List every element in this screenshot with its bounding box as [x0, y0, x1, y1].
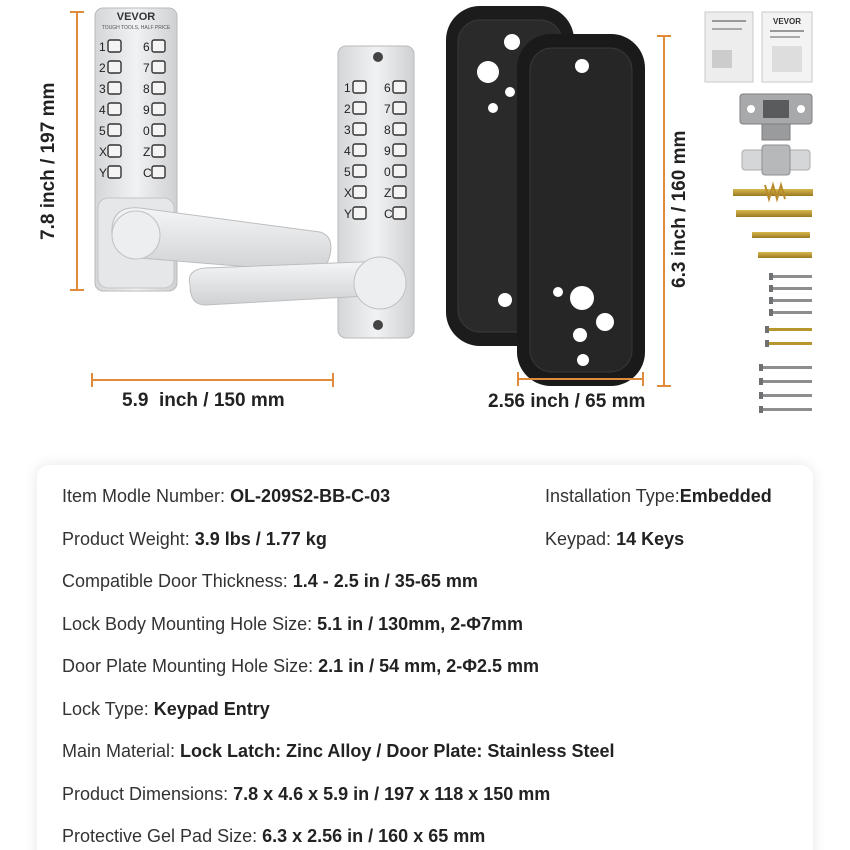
keypad-label-z: Z [143, 145, 151, 159]
keypad-button-2 [108, 61, 121, 73]
screw [768, 342, 812, 345]
keypad-button-1 [108, 40, 121, 52]
screw-head [769, 309, 773, 316]
spec-door-thickness-label: Compatible Door Thickness: [62, 571, 293, 591]
keypad-label-5: 5 [99, 124, 106, 138]
spec-body-hole-value: 5.1 in / 130mm, 2-Φ7mm [317, 614, 524, 634]
keypad-label-c: C [143, 166, 152, 180]
spec-keypad-label: Keypad: [545, 529, 617, 549]
keypad-label-0: 0 [384, 165, 391, 179]
keypad-label-4: 4 [99, 103, 106, 117]
keypad-label-c: C [384, 207, 393, 221]
spec-body-hole-label: Lock Body Mounting Hole Size: [62, 614, 318, 634]
spec-keypad-value: 14 Keys [616, 529, 685, 549]
keypad-button-9 [152, 103, 165, 115]
screw-head [769, 297, 773, 304]
screw-head [769, 285, 773, 292]
manual-booklets [705, 12, 812, 82]
screw-head [769, 273, 773, 280]
keypad-label-x: X [99, 145, 108, 159]
spec-weight-value: 3.9 lbs / 1.77 kg [194, 529, 327, 549]
gel-pad-front [517, 34, 645, 386]
lock-height-label: 7.8 inch / 197 mm [38, 82, 59, 240]
keypad-label-8: 8 [143, 82, 150, 96]
keypad-label-2: 2 [344, 102, 351, 116]
screw [762, 366, 812, 369]
keypad-label-2: 2 [99, 61, 106, 75]
keypad-button-x [108, 145, 121, 157]
spindles [733, 185, 813, 258]
keypad-label-1: 1 [99, 40, 106, 54]
keypad-button-0 [393, 165, 406, 177]
keypad-label-3: 3 [99, 82, 106, 96]
keypad-button-0 [152, 124, 165, 136]
keypad-label-0: 0 [143, 124, 150, 138]
screw-head [759, 364, 763, 371]
spec-material [62, 742, 614, 760]
screw [772, 275, 812, 278]
brand-tagline: TOUGH TOOLS, HALF PRICE [101, 25, 171, 31]
spec-lock-type-label: Lock Type: [62, 699, 154, 719]
screw [772, 311, 812, 314]
spec-lock-type-value: Keypad Entry [153, 699, 270, 719]
mounting-screws [759, 273, 812, 413]
keypad-button-z [152, 145, 165, 157]
spec-model [62, 487, 390, 505]
keypad-label-7: 7 [143, 61, 150, 75]
spec-gel-pad-value: 6.3 x 2.56 in / 160 x 65 mm [262, 826, 486, 846]
keypad-button-c [393, 207, 406, 219]
lock-height-dimension-line [70, 12, 84, 290]
keypad-label-1: 1 [344, 81, 351, 95]
keypad-button-y [108, 166, 121, 178]
keypad-button-z [393, 186, 406, 198]
spec-gel-pad-label: Protective Gel Pad Size: [62, 826, 263, 846]
keypad-button-3 [108, 82, 121, 94]
lock-width-label: 5.9 inch / 150 mm [122, 390, 285, 411]
keypad-label-6: 6 [384, 81, 391, 95]
keypad-button-2 [353, 102, 366, 114]
spec-installation-label: Installation Type: [545, 486, 680, 506]
brand-logo: VEVOR [116, 11, 156, 23]
screw-head [765, 340, 769, 347]
keypad-label-7: 7 [384, 102, 391, 116]
keypad-label-3: 3 [344, 123, 351, 137]
pad-height-label: 6.3 inch / 160 mm [669, 130, 690, 288]
spec-plate-hole-label: Door Plate Mounting Hole Size: [62, 656, 319, 676]
strike-plate [740, 94, 812, 140]
screw [772, 287, 812, 290]
screw [772, 299, 812, 302]
spec-dimensions-label: Product Dimensions: [62, 784, 234, 804]
latch-cover [742, 145, 810, 175]
keypad-button-5 [108, 124, 121, 136]
spec-installation-value: Embedded [679, 486, 772, 506]
spec-plate-hole [62, 657, 539, 675]
keypad-button-3 [353, 123, 366, 135]
lock-back-unit [189, 46, 414, 338]
spec-dimensions [62, 785, 550, 803]
keypad-label-z: Z [384, 186, 392, 200]
keypad-label-x: X [344, 186, 353, 200]
keypad-button-4 [108, 103, 121, 115]
screw [762, 408, 812, 411]
keypad-label-4: 4 [344, 144, 351, 158]
spec-door-thickness-value: 1.4 - 2.5 in / 35-65 mm [292, 571, 478, 591]
keypad-button-5 [353, 165, 366, 177]
screw-head [759, 406, 763, 413]
keypad-label-6: 6 [143, 40, 150, 54]
spec-weight-label: Product Weight: [62, 529, 195, 549]
keypad-button-8 [152, 82, 165, 94]
keypad-button-c [152, 166, 165, 178]
keypad-button-7 [393, 102, 406, 114]
spec-installation [545, 487, 772, 505]
spec-model-value: OL-209S2-BB-C-03 [230, 486, 391, 506]
keypad-label-y: Y [99, 166, 108, 180]
keypad-label-5: 5 [344, 165, 351, 179]
lock-width-dimension-line [92, 373, 333, 387]
spec-door-thickness [62, 572, 478, 590]
spec-model-label: Item Modle Number: [62, 486, 231, 506]
keypad-label-y: Y [344, 207, 353, 221]
spec-keypad [545, 530, 684, 548]
spec-material-label: Main Material: [62, 741, 181, 761]
spec-material-value: Lock Latch: Zinc Alloy / Door Plate: Stainless Steel [180, 741, 615, 761]
keypad-button-6 [393, 81, 406, 93]
keypad-button-6 [152, 40, 165, 52]
screw-head [765, 326, 769, 333]
screw [762, 394, 812, 397]
keypad-button-9 [393, 144, 406, 156]
spec-gel-pad [62, 827, 485, 845]
keypad-button-x [353, 186, 366, 198]
pad-width-label: 2.56 inch / 65 mm [488, 391, 646, 412]
spec-dimensions-value: 7.8 x 4.6 x 5.9 in / 197 x 118 x 150 mm [233, 784, 551, 804]
keypad-button-y [353, 207, 366, 219]
screw [768, 328, 812, 331]
screw-head [759, 392, 763, 399]
keypad-label-9: 9 [143, 103, 150, 117]
spec-lock-type [62, 700, 270, 718]
spec-body-hole [62, 615, 523, 633]
spec-plate-hole-value: 2.1 in / 54 mm, 2-Φ2.5 mm [318, 656, 540, 676]
keypad-button-1 [353, 81, 366, 93]
spec-weight [62, 530, 327, 548]
keypad-button-7 [152, 61, 165, 73]
screw-head [759, 378, 763, 385]
keypad-button-8 [393, 123, 406, 135]
lock-front-unit [95, 8, 331, 291]
keypad-label-9: 9 [384, 144, 391, 158]
keypad-label-8: 8 [384, 123, 391, 137]
keypad-button-4 [353, 144, 366, 156]
svg-text:VEVOR: VEVOR [772, 17, 802, 26]
screw [762, 380, 812, 383]
